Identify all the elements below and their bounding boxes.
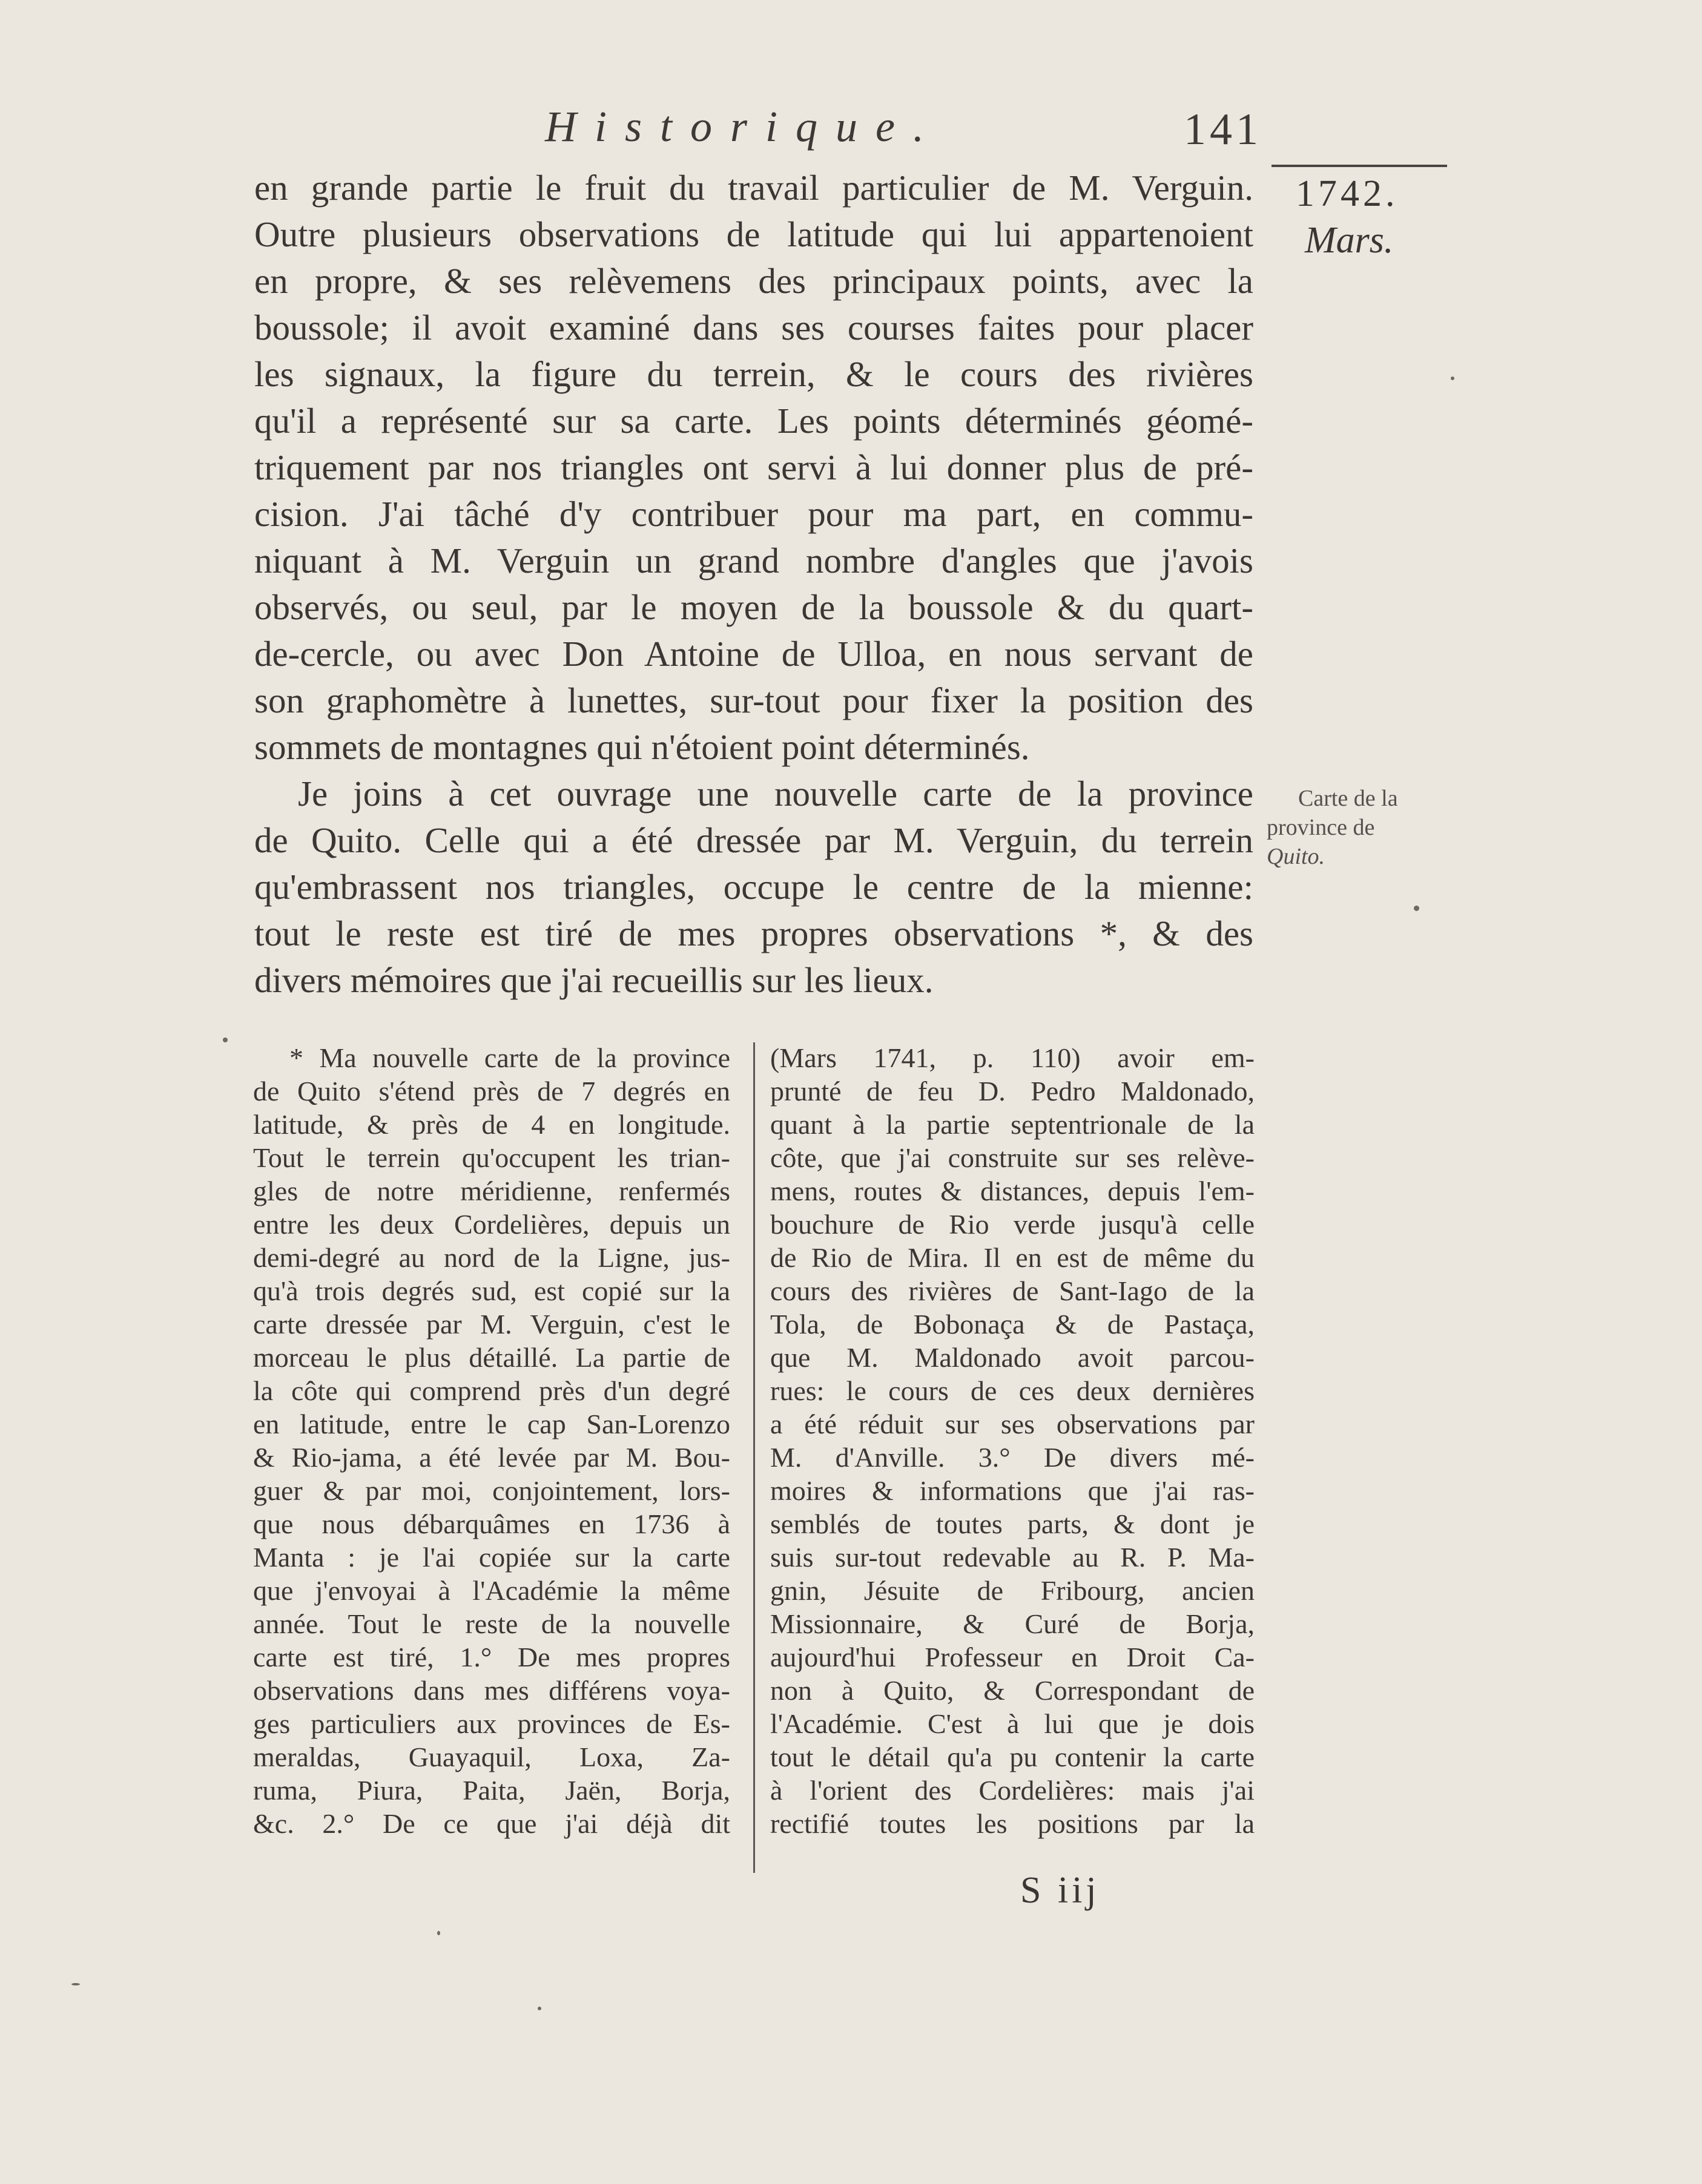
main-text bbox=[254, 165, 1253, 1004]
text-line: tout le reste est tiré de mes propres observations *, & des bbox=[254, 913, 1253, 953]
page-number: 141 bbox=[1184, 105, 1262, 154]
text-line: en propre, & ses relèvemens des principaux points, avec la bbox=[254, 261, 1253, 301]
text-line: qu'embrassent nos triangles, occupe le centre de la mienne: bbox=[254, 867, 1253, 907]
footnote-line: à l'orient des Cordelières: mais j'ai bbox=[770, 1775, 1255, 1806]
footnote-line: que M. Maldonado avoit parcou- bbox=[770, 1342, 1255, 1373]
footnote-line: demi-degré au nord de la Ligne, jus- bbox=[253, 1242, 730, 1273]
footnote-line: en latitude, entre le cap San-Lorenzo bbox=[253, 1409, 730, 1439]
footnote-line: observations dans mes différens voya- bbox=[253, 1675, 730, 1706]
footnote-line: ges particuliers aux provinces de Es- bbox=[253, 1708, 730, 1739]
footnote-line: cours des rivières de Sant-Iago de la bbox=[770, 1275, 1255, 1306]
footnote-line: de Rio de Mira. Il en est de même du bbox=[770, 1242, 1255, 1273]
footnote-line: Missionnaire, & Curé de Borja, bbox=[770, 1608, 1255, 1639]
footnote-line: qu'à trois degrés sud, est copié sur la bbox=[253, 1275, 730, 1306]
paper-speck bbox=[1451, 377, 1454, 380]
footnote-line: que j'envoyai à l'Académie la même bbox=[253, 1575, 730, 1606]
paper-speck bbox=[437, 1931, 440, 1935]
running-title: Historique. bbox=[545, 102, 943, 151]
footnote-left-column bbox=[253, 1041, 730, 1840]
footnote-line: meraldas, Guayaquil, Loxa, Za- bbox=[253, 1742, 730, 1772]
footnote-line: a été réduit sur ses observations par bbox=[770, 1409, 1255, 1439]
footnote-line: morceau le plus détaillé. La partie de bbox=[253, 1342, 730, 1373]
footnote-right-column bbox=[770, 1041, 1255, 1840]
text-line: en grande partie le fruit du travail particulier de M. Verguin. bbox=[254, 168, 1253, 208]
footnote-line: de Quito s'étend près de 7 degrés en bbox=[253, 1076, 730, 1107]
footnote-line: que nous débarquâmes en 1736 à bbox=[253, 1508, 730, 1539]
footnote-line: & Rio-jama, a été levée par M. Bou- bbox=[253, 1442, 730, 1473]
text-line: boussole; il avoit examiné dans ses courses faites pour placer bbox=[254, 308, 1253, 347]
footnote-line: tout le détail qu'a pu contenir la carte bbox=[770, 1742, 1255, 1772]
footnote-line: * Ma nouvelle carte de la province bbox=[289, 1042, 730, 1073]
footnote-line: ruma, Piura, Paita, Jaën, Borja, bbox=[253, 1775, 730, 1806]
footnote-line: prunté de feu D. Pedro Maldonado, bbox=[770, 1076, 1255, 1107]
text-line: sommets de montagnes qui n'étoient point déterminés. bbox=[254, 727, 1030, 767]
footnote-line: rectifié toutes les positions par la bbox=[770, 1808, 1255, 1839]
footnote-line: quant à la partie septentrionale de la bbox=[770, 1109, 1255, 1140]
footnote-line: suis sur-tout redevable au R. P. Ma- bbox=[770, 1542, 1255, 1573]
paper-speck bbox=[538, 2007, 541, 2010]
margin-month: Mars. bbox=[1305, 220, 1394, 261]
footnote-line: non à Quito, & Correspondant de bbox=[770, 1675, 1255, 1706]
footnote-line: semblés de toutes parts, & dont je bbox=[770, 1508, 1255, 1539]
text-line: qu'il a représenté sur sa carte. Les points déterminés géomé- bbox=[254, 401, 1253, 441]
footnote-line: Tout le terrein qu'occupent les trian- bbox=[253, 1142, 730, 1173]
text-line: son graphomètre à lunettes, sur-tout pour fixer la position des bbox=[254, 680, 1253, 720]
text-line: observés, ou seul, par le moyen de la boussole & du quart- bbox=[254, 587, 1253, 627]
footnote-line: (Mars 1741, p. 110) avoir em- bbox=[770, 1042, 1255, 1073]
footnote-line: mens, routes & distances, depuis l'em- bbox=[770, 1176, 1255, 1206]
column-divider bbox=[753, 1042, 755, 1873]
text-line: les signaux, la figure du terrein, & le cours des rivières bbox=[254, 354, 1253, 394]
paper-speck bbox=[223, 1038, 228, 1042]
margin-note bbox=[1267, 784, 1418, 871]
margin-rule bbox=[1272, 165, 1447, 167]
footnote-line: carte est tiré, 1.° De mes propres bbox=[253, 1642, 730, 1673]
margin-note-line: province de bbox=[1267, 815, 1375, 840]
footnote-line: M. d'Anville. 3.° De divers mé- bbox=[770, 1442, 1255, 1473]
footnote-line: la côte qui comprend près d'un degré bbox=[253, 1375, 730, 1406]
footnote-line: côte, que j'ai construite sur ses relève- bbox=[770, 1142, 1255, 1173]
text-line: Je joins à cet ouvrage une nouvelle carte de la province bbox=[298, 774, 1253, 814]
text-line: Outre plusieurs observations de latitude qui lui appartenoient bbox=[254, 214, 1253, 254]
text-line: de-cercle, ou avec Don Antoine de Ulloa, en nous servant de bbox=[254, 634, 1253, 674]
footnote-line: l'Académie. C'est à lui que je dois bbox=[770, 1708, 1255, 1739]
paper-speck bbox=[1414, 906, 1419, 911]
footnote-line: &c. 2.° De ce que j'ai déjà dit bbox=[253, 1808, 730, 1839]
margin-note-line: Quito. bbox=[1267, 844, 1325, 869]
text-line: niquant à M. Verguin un grand nombre d'angles que j'avois bbox=[254, 541, 1253, 581]
footnote-line: moires & informations que j'ai ras- bbox=[770, 1475, 1255, 1506]
footnote-line: carte dressée par M. Verguin, c'est le bbox=[253, 1309, 730, 1340]
footnote-line: bouchure de Rio verde jusqu'à celle bbox=[770, 1209, 1255, 1240]
footnote-line: latitude, & près de 4 en longitude. bbox=[253, 1109, 730, 1140]
text-line: divers mémoires que j'ai recueillis sur les lieux. bbox=[254, 960, 934, 1000]
footnote-line: année. Tout le reste de la nouvelle bbox=[253, 1608, 730, 1639]
footnote-line: Manta : je l'ai copiée sur la carte bbox=[253, 1542, 730, 1573]
margin-year: 1742. bbox=[1296, 173, 1399, 214]
footnote-line: guer & par moi, conjointement, lors- bbox=[253, 1475, 730, 1506]
paper-speck bbox=[71, 1983, 80, 1985]
footnote-line: rues: le cours de ces deux dernières bbox=[770, 1375, 1255, 1406]
signature-mark: S iij bbox=[1020, 1870, 1100, 1911]
text-line: cision. J'ai tâché d'y contribuer pour ma part, en commu- bbox=[254, 494, 1253, 534]
footnote-line: gnin, Jésuite de Fribourg, ancien bbox=[770, 1575, 1255, 1606]
footnote-line: Tola, de Bobonaça & de Pastaça, bbox=[770, 1309, 1255, 1340]
footnote-line: gles de notre méridienne, renfermés bbox=[253, 1176, 730, 1206]
footnote-line: entre les deux Cordelières, depuis un bbox=[253, 1209, 730, 1240]
margin-note-line: Carte de la bbox=[1298, 786, 1398, 811]
text-line: de Quito. Celle qui a été dressée par M. Verguin, du terrein bbox=[254, 820, 1253, 860]
footnote-line: aujourd'hui Professeur en Droit Ca- bbox=[770, 1642, 1255, 1673]
text-line: triquement par nos triangles ont servi à lui donner plus de pré- bbox=[254, 447, 1253, 487]
